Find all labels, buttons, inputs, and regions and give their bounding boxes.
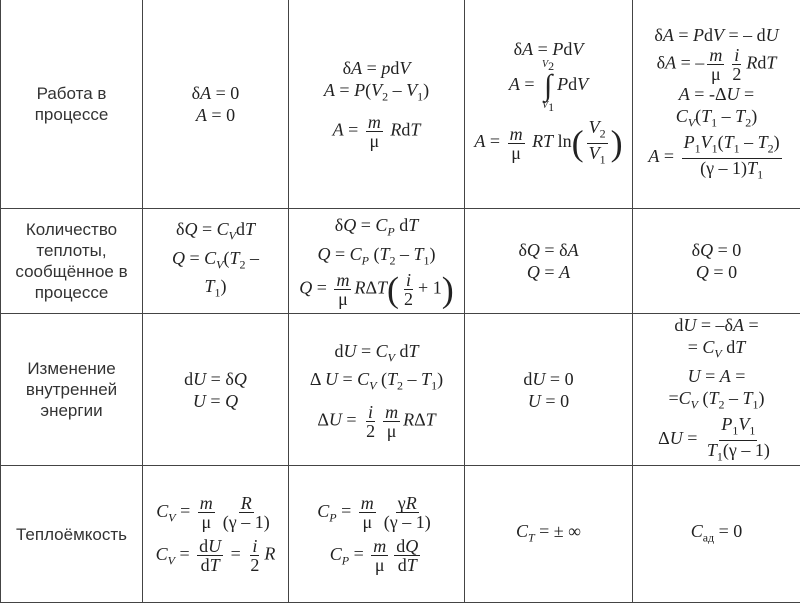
formula: A = $\frac{P_1V_1(T_1 - T_2)}{(\gamma - 1)T_1}$	[648, 133, 784, 183]
header-capacity: Теплоёмкость	[1, 466, 143, 603]
formula: $Q = C_V(T_2$ –	[172, 247, 259, 276]
formula: U = A =	[688, 365, 746, 387]
capacity-isochoric	[143, 466, 289, 603]
formula: A = $V_2$ ∫ $V_1$ PdV	[509, 60, 588, 112]
row-capacity	[1, 466, 800, 603]
energy-isochoric	[143, 314, 289, 466]
header-heat: Количество теплоты, сообщённое в процессе	[1, 209, 143, 314]
header-energy: Изменение внутренней энергии	[1, 314, 143, 466]
header-work: Работа в процессе	[1, 0, 143, 209]
formula: $Q = C_P$ $(T_2 - T_1)$	[317, 243, 435, 272]
formula: $C_P$ = $\frac{m}{\mu}$ $\frac{\gamma R}{(\gamma - 1)}$	[317, 494, 435, 531]
row-energy	[1, 314, 800, 466]
heat-isothermal	[465, 209, 633, 314]
formula: A = $\frac{m}{\mu}$ RdT	[333, 113, 421, 150]
formula: δA = 0	[192, 82, 240, 104]
formula: $T_1$)	[204, 275, 226, 304]
formula: $=C_V$ $(T_2 - T_1)$	[668, 387, 764, 416]
capacity-adiabatic	[633, 466, 800, 603]
formula: A = $\frac{m}{\mu}$ RT ln( $\frac{V_2}{V_1}$ )	[474, 118, 622, 168]
formula: ΔU = $\frac{P_1V_1}{T_1(\gamma - 1)}$	[658, 415, 775, 465]
formula: Δ $U = C_V$ $(T_2 - T_1)$	[310, 368, 443, 397]
formula: Q = $\frac{m}{\mu}$ RΔT( $\frac{i}{2}$ + 1)	[299, 271, 453, 308]
formula: $C_P$ = $\frac{m}{\mu}$ $\frac{dQ}{dT}$	[330, 537, 424, 574]
formula: δA = PdV = – dU	[654, 24, 778, 46]
formula: Q = 0	[696, 261, 737, 283]
formula: $\delta Q = C_VdT$	[176, 218, 255, 247]
capacity-isobaric	[289, 466, 465, 603]
energy-isothermal	[465, 314, 633, 466]
work-isochoric	[143, 0, 289, 209]
formula: $A = P(V_2 - V_1)$	[324, 79, 429, 108]
energy-adiabatic	[633, 314, 800, 466]
work-adiabatic	[633, 0, 800, 209]
heat-adiabatic	[633, 209, 800, 314]
heat-isobaric	[289, 209, 465, 314]
formula: $\delta Q = C_P$ dT	[335, 214, 419, 243]
formula: dU = 0	[523, 368, 573, 390]
formula: A = 0	[196, 104, 235, 126]
formula: Q = A	[527, 261, 570, 283]
formula: δA = pdV	[343, 57, 411, 79]
formula: $C_V$ = $\frac{m}{\mu}$ $\frac{R}{(\gamma - 1)}$	[156, 494, 274, 531]
formula: dU = $C_V$ dT	[334, 340, 418, 369]
formula: A = -ΔU =	[679, 83, 754, 105]
formula: U = 0	[528, 390, 569, 412]
formula: δQ = δA	[518, 239, 578, 261]
formula: dU = δQ	[184, 368, 247, 390]
formula: = $C_V$ dT	[688, 336, 746, 365]
work-isothermal	[465, 0, 633, 209]
work-isobaric	[289, 0, 465, 209]
heat-isochoric	[143, 209, 289, 314]
formula: U = Q	[193, 390, 238, 412]
formula: $C_T$ = ± ∞	[516, 520, 581, 549]
formula: δA = – $\frac{m}{\mu}$ $\frac{i}{2}$ RdT	[657, 46, 777, 83]
formula: $C_V$ = $\frac{dU}{dT}$ = $\frac{i}{2}$ R	[156, 537, 276, 574]
formula: δA = PdV	[514, 38, 584, 60]
formula: ΔU = $\frac{i}{2}$ $\frac{m}{\mu}$ RΔT	[317, 403, 435, 440]
formula: $C_{ад} = 0$	[691, 520, 743, 549]
formula: $C_V(T_1 - T_2)$	[676, 105, 757, 134]
formula: δQ = 0	[692, 239, 742, 261]
formula: dU = –δA =	[674, 314, 758, 336]
capacity-isothermal	[465, 466, 633, 603]
energy-isobaric	[289, 314, 465, 466]
row-heat	[1, 209, 800, 314]
row-work	[1, 0, 800, 209]
